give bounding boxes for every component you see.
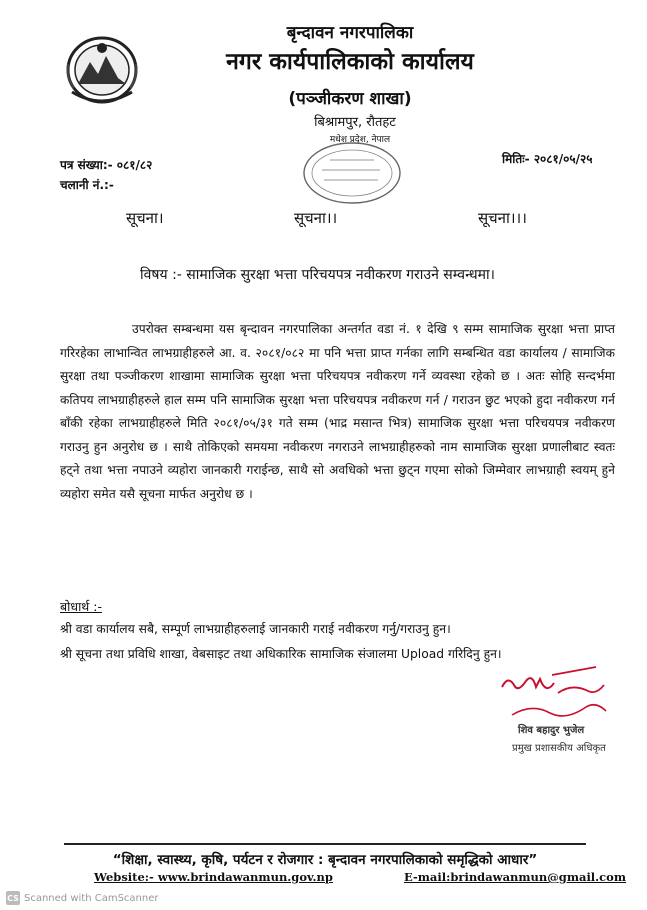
notice-heading-3: सूचना।।।: [478, 209, 527, 227]
notice-heading-1: सूचना।: [126, 209, 164, 227]
province-text: मधेश प्रदेश, नेपाल: [329, 135, 391, 145]
municipality-emblem-logo: [64, 34, 140, 106]
camscanner-icon: CS: [6, 891, 20, 905]
email-link[interactable]: [404, 870, 626, 884]
footer-slogan: “शिक्षा, स्वास्थ्य, कृषि, पर्यटन र रोजगार : बृन्दावन नगरपालिकाको समृद्धिको आधार”: [112, 852, 538, 868]
email-text: E-mail:brindawanmun@gmail.com: [404, 870, 627, 884]
website-link[interactable]: [94, 870, 333, 884]
dispatch-number: चलानी नं.:-: [60, 178, 114, 192]
signature-scribble: [492, 665, 612, 725]
municipality-name: बृन्दावन नगरपालिका: [286, 23, 414, 43]
office-name: नगर कार्यपालिकाको कार्यालय: [226, 49, 474, 75]
subject-line: विषय :- सामाजिक सुरक्षा भत्ता परिचयपत्र नवीकरण गराउने सम्वन्धमा।: [140, 267, 495, 283]
notice-heading-2: सूचना।।: [294, 209, 338, 227]
scanner-text: Scanned with CamScanner: [24, 892, 159, 904]
cc-item: श्री सूचना तथा प्रविधि शाखा, वेबसाइट तथा अधिकारिक सामाजिक संजालमा Upload गरिदिनु हुन।: [60, 647, 502, 661]
letter-number: पत्र संख्या:- ०८१/८२: [60, 158, 153, 172]
signatory-name: शिव बहादुर भुजेल: [518, 725, 585, 736]
letter-date: मितिः- २०८१/०५/२५: [502, 152, 593, 166]
scanner-watermark: [6, 891, 159, 905]
notice-body: उपरोक्त सम्बन्धमा यस बृन्दावन नगरपालिका अन्तर्गत वडा नं. १ देखि ९ सम्म सामाजिक सुरक्षा भत्ता प्राप्त गरिरहेका लाभान्वित लाभग्राहीहरुले आ. व. २०८१/०८२ मा पनि भत्ता प्राप्त गर्नका लागि सम्बन्धित वडा कार्यालय / सामाजिक सुरक्षा तथा पञ्जीकरण शाखामा सामाजिक सुरक्षा भत्ता परिचयपत्र नवीकरण गर्ने व्यवस्था रहेको छ । अतः सोहि सन्दर्भमा कतिपय लाभग्राहीहरुले हाल सम्म पनि सामाजिक सुरक्षा भत्ता परिचयपत्र नवीकरण गर्न / गराउन छुट भएको हुदा नवीकरण गर्न बाँकी रहेका लाभग्राहीहरुले मिति २०८१/०५/३१ गते सम्म (भाद्र मसान्त भित्र) सामाजिक सुरक्षा भत्ता परिचयपत्र नवीकरण गराउनु हुन अनुरोध छ । साथै तोकिएको समयमा नवीकरण नगराउने लाभग्राहीहरुको नाम सामाजिक सुरक्षा प्रणालीबाट स्वतः हट्ने तथा भत्ता नपाउने व्यहोरा जानकारी गराईन्छ, साथै सो अवधिको भत्ता छुट्न गएमा सोको जिम्मेवार लाभग्राही स्वयम् हुने व्यहोरा समेत यसै सूचना मार्फत अनुरोध छ ।: [60, 322, 615, 501]
office-stamp: [300, 140, 404, 206]
cc-item: श्री वडा कार्यालय सबै, सम्पूर्ण लाभग्राहीहरुलाई जानकारी गराई नवीकरण गर्नु/गराउनु हुन।: [60, 622, 451, 636]
cc-heading: बोधार्थ :-: [60, 599, 102, 614]
branch-name: (पञ्जीकरण शाखा): [288, 89, 412, 109]
signatory-title: प्रमुख प्रशासकीय अधिकृत: [512, 743, 606, 754]
website-text: Website:- www.brindawanmun.gov.np: [94, 870, 333, 884]
footer-divider: [64, 843, 586, 845]
location-text: बिश्रामपुर, रौतहट: [314, 115, 396, 130]
